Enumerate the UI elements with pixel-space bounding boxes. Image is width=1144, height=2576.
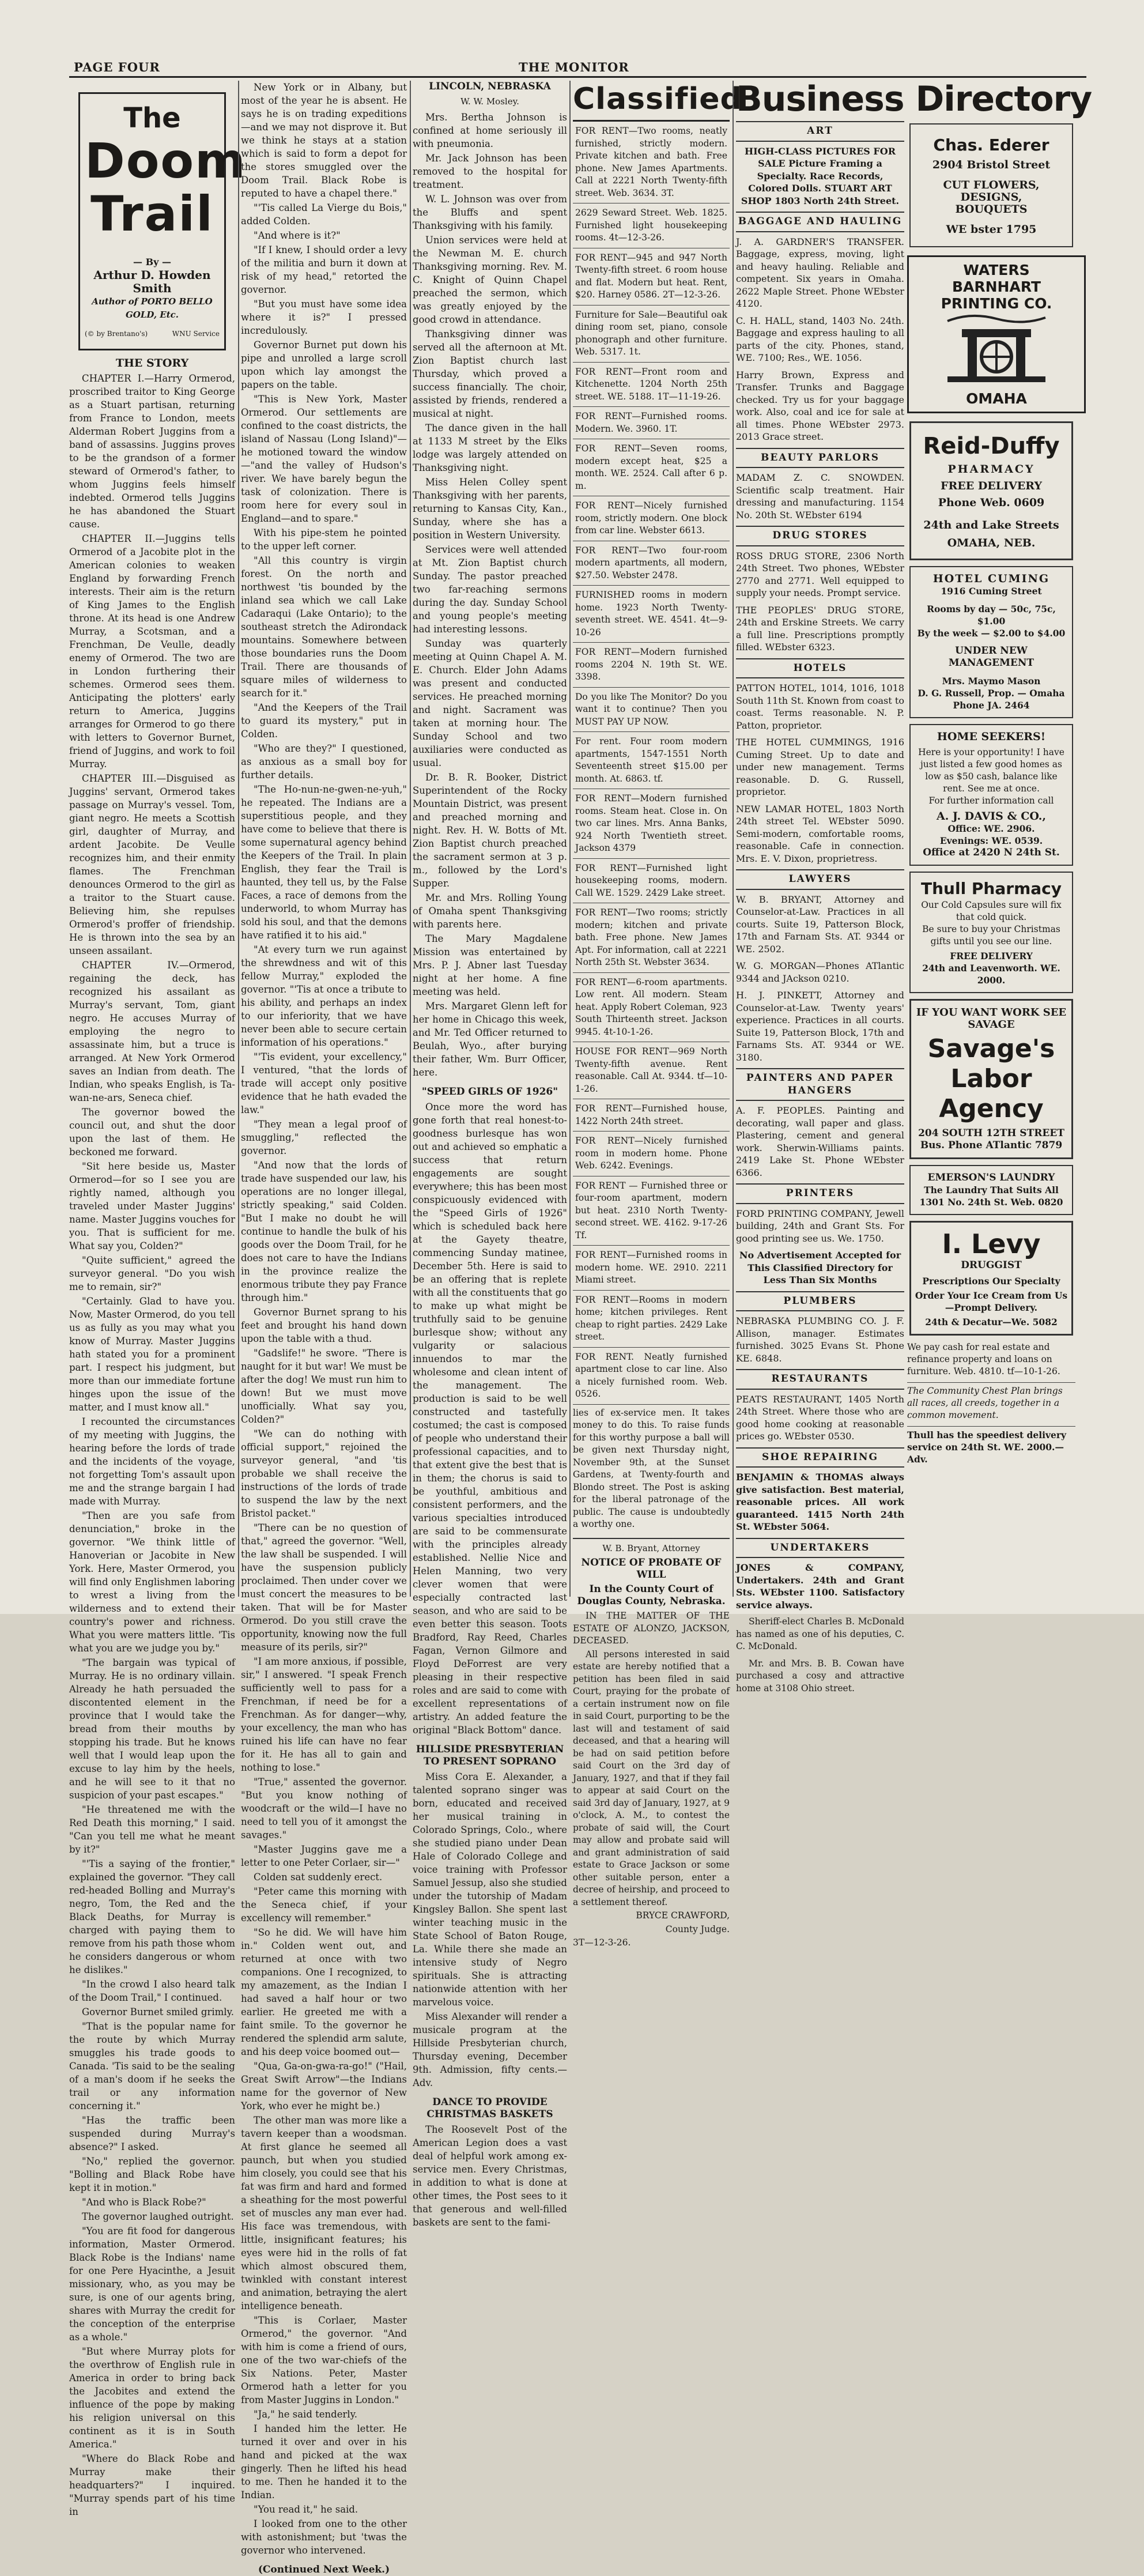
classified-ad: HOUSE FOR RENT—969 North Twenty-fifth avenue. Rent reasonable. Call At. 9344. tf—10-1-26. — [573, 1042, 730, 1099]
title-the: The — [123, 102, 181, 134]
story-paragraph: "Qua, Ga-on-gwa-ra-go!" ("Hail, Great Swift Arrow"—the Indians name for the governor of New York, who ever he might be.) — [241, 2061, 407, 2111]
directory-listing: C. H. HALL, stand, 1403 No. 24th. Baggage and express hauling to all parts of the city. Phones, stand, WE. 7100; Res., WE. 1056. — [736, 315, 904, 363]
title-doom: Doom — [85, 133, 247, 189]
story-paragraph: "Certainly. Glad to have you. Now, Master Ormerod, do you tell us as fully as you may what you know of Murray. Master Juggins hath stated you for a prominent part. I respect his judgment, but more than our immediate fortune hinges upon the issue of the matter, and I must know all." — [69, 1296, 235, 1413]
story-paragraph: "You read it," he said. — [254, 2504, 358, 2515]
notice-paragraph: All persons interested in said estate are hereby notified that a petition has been filed in said Court, praying for the probate of a certain instrument now on file in said Court, purporting to be the last will and testament of said deceased, and that a hearing will be had on said petition before said Court on the 3rd day of January, 1927, and that if they fail to appear at said Court on the said 3rd day of January, 1927, at 9 o'clock, A. M., to contest the probate of said will, the Court may allow and probate said will and grant administration of said estate to Grace Jackson or some other suitable person, enter a decree of heirship, and proceed to a settlement thereof. — [573, 1649, 730, 1907]
syndicate: WNU Service — [172, 330, 220, 338]
thull-name: Thull Pharmacy — [921, 879, 1062, 898]
story-paragraph: CHAPTER I.—Harry Ormerod, proscribed traitor to King George as a Stuart partisan, returning from France to London, meets Alderman Robert Juggins from a band of assassins. Juggins proves to be the grandson of a former steward of Ormerod's father, to whom Juggins feels himself indebted. Ormerod tells Juggins he has abandoned the Stuart cause. — [69, 373, 235, 530]
lincoln-heading: LINCOLN, NEBRASKA — [429, 81, 551, 92]
dance-text — [413, 2123, 567, 2229]
story-paragraph: "In the crowd I also heard talk of the Doom Trail," I continued. — [69, 1979, 235, 2003]
story-heading: THE STORY — [115, 357, 189, 369]
classified-ad: FOR RENT—Furnished rooms in modern home. WE. 2910. 2211 Miami street. — [573, 1246, 730, 1291]
news-paragraph: Services were well attended at Mt. Zion Baptist church Sunday. The pastor preached two far-reaching sermons during the day. Sunday School and young people's meeting had interesting lessons. — [413, 544, 567, 635]
story-paragraph: "Where do Black Robe and Murray make their headquarters?" I inquired. "Murray spends part of his time in — [69, 2453, 235, 2517]
classified-ad: FOR RENT—Nicely furnished room, strictly modern. One block from car line. Webster 6613. — [573, 496, 730, 541]
story-paragraph: CHAPTER II.—Juggins tells Ormerod of a Jacobite plot in the American colonies to weaken England by forwarding French interests. Their aim is the return of King James to the English throne. At its head is one Andrew Murray, a Scotsman, and a Frenchman, De Veulle, deadly enemy of Ormerod. The two are in London furthering their schemes. Ormerod sees them. Anticipating the plotters' early return to America, Juggins arranges for Ormerod to go there with letters to Governor Burnet, friend of Juggins, and work to foil Murray. — [69, 533, 235, 770]
story-paragraph: "Sit here beside us, Master Ormerod—for so I see you are rightly named, although you traveled under Master Juggins' name. Master Juggins vouches for you. That is sufficient for me. What say you, Colden?" — [69, 1161, 235, 1251]
classified-ad: FOR RENT—Seven rooms, modern except heat, $25 a month. WE. 2524. Call after 6 p. m. — [573, 439, 730, 496]
listing-lawyers — [736, 893, 904, 1064]
reid-city: OMAHA, NEB. — [947, 537, 1036, 549]
classified-ad: FOR RENT — Furnished three or four-room apartment, modern but heat. 2310 North Twenty-second street. WE. 4162. 9-17-26 Tf. — [573, 1176, 730, 1246]
dance-text-continued: lies of ex-service men. It takes money to do this. To raise funds for this worthy purpose a ball will be given next Thursday night, November 9th, at the Sunset Gardens, at Twenty-fourth and Blondo street. The Post is asking for the liberal patronage of the public. The cause is undoubtedly a worthy one. — [573, 1407, 730, 1529]
levy-name: I. Levy — [942, 1228, 1041, 1259]
news-paragraph: Mr. Jack Johnson has been removed to the hospital for treatment. — [413, 153, 567, 190]
cuming-rate: Rooms by day — 50c, 75c, $1.00 — [927, 604, 1056, 627]
story-paragraph: "All this country is virgin forest. On the north and northwest 'tis bounded by the inland sea which we call Lake Cadaraqui (Lake Ontario); to the southeast stretch the Adirondack mountains. Somewhere between those boundaries runs the Doom Trail. There are thousands of square miles of wilderness to search for it." — [241, 555, 407, 699]
cuming-line: Mrs. Maymo Mason — [942, 676, 1041, 687]
directory-listing: THE PEOPLES' DRUG STORE, 24th and Erskine Streets. We carry a full line. Prescriptions promptly filled. WEbster 6323. — [736, 604, 904, 653]
savage-heading: IF YOU WANT WORK SEE SAVAGE — [916, 1006, 1067, 1031]
notice-date: 3T—12-3-26. — [573, 1937, 631, 1948]
story-paragraph: CHAPTER III.—Disguised as Juggins' servant, Ormerod takes passage on Murray's vessel. Tom, giant negro. He meets a Scottish girl, daughter of Murray, and ardent Jacobite. De Veulle recognizes him, and their enmity flames. The Frenchman denounces Ormerod to the girl as a traitor to the Stuart cause. Believing him, she repulses Ormerod's proffer of friendship. He is thrown into the sea by an unseen assailant. — [69, 773, 235, 956]
section-hotels: HOTELS — [736, 658, 904, 679]
thull-delivery-note: Thull has the speediest delivery service on 24th St. WE. 2000.—Adv. — [907, 1426, 1075, 1465]
ederer-line: BOUQUETS — [955, 203, 1028, 216]
home-company: A. J. DAVIS & CO., — [936, 810, 1047, 823]
savage-name: Savage's — [927, 1034, 1055, 1063]
no-advertisement-notice: No Advertisement Accepted for This Classified Directory for Less Than Six Months — [739, 1250, 901, 1285]
cuming-name: HOTEL CUMING — [932, 572, 1050, 585]
news-paragraph: The Roosevelt Post of the American Legion does a vast deal of helpful work among ex-service men. Every Christmas, in addition to what is done at other times, the Post sees to it that generous and well-filled baskets are sent to the fami- — [413, 2124, 567, 2228]
home-heading: HOME SEEKERS! — [937, 730, 1046, 743]
story-paragraph: "There can be no question of that," agreed the governor. "Well, the law shall be suspended. I will have the suspension publicly proclaimed. Then under cover we must concert the measures to be taken. That will be for Master Ormerod. Do you still crave the opportunity, knowing now the full measure of its perils, sir?" — [241, 1522, 407, 1653]
directory-listing: Harry Brown, Express and Transfer. Trunks and Baggage checked. Try us for your baggage work. Also, coal and ice for sale at all times. Phone WEbster 2973. 2013 Grace street. — [736, 369, 904, 442]
story-paragraph: "That is the popular name for the route by which Murray smuggles his trade goods to Canada. 'Tis said to be the sealing of a man's doom if he seeks the trail or any information concerning it." — [69, 2021, 235, 2111]
news-paragraph: W. L. Johnson was over from the Bluffs and spent Thanksgiving with his family. — [413, 194, 567, 231]
column-doom-trail-cont — [241, 81, 407, 2575]
ederer-phone: WE bster 1795 — [946, 223, 1037, 236]
sheriff-note: Sheriff-elect Charles B. McDonald has named as one of his deputies, C. C. McDonald. — [736, 1616, 904, 1651]
news-paragraph: Miss Alexander will render a musicale program at the Hillside Presbyterian church, Thursday evening, December 9th. Admission, fifty cents.—Adv. — [413, 2011, 567, 2088]
classified-ad: Do you like The Monitor? Do you want it to continue? Then you MUST PAY UP NOW. — [573, 688, 730, 733]
thull-line: FREE DELIVERY — [950, 951, 1033, 961]
savage-name: Agency — [939, 1094, 1044, 1123]
listing-printers: FORD PRINTING COMPANY, Jewell building, 24th and Grant Sts. For good printing see us. We. 1750. — [736, 1208, 904, 1244]
story-paragraph: "Has the traffic been suspended during Murray's absence?" I asked. — [69, 2115, 235, 2152]
classified-ad: FOR RENT—945 and 947 North Twenty-fifth street. 6 room house and flat. Modern but heat. Rent, $20. Harney 0586. 2T—12-3-26. — [573, 248, 730, 306]
section-shoe: SHOE REPAIRING — [736, 1447, 904, 1468]
news-paragraph: Thanksgiving dinner was served all the afternoon at Mt. Zion Baptist church last Thursday, which proved a success financially. The choir, assisted by friends, rendered a musical at night. — [413, 329, 567, 419]
home-address: Office at 2420 N 24th St. — [923, 847, 1060, 858]
classified-ad: FURNISHED rooms in modern home. 1923 North Twenty-seventh street. WE. 4541. 4t—9-10-26 — [573, 586, 730, 643]
directory-listing: J. A. GARDNER'S TRANSFER. Baggage, express, moving, light and heavy hauling. Reliable and competent. Six years in Omaha. 2622 Maple Street. Phone WEbster 4120. — [736, 236, 904, 309]
logo-city: OMAHA — [966, 390, 1027, 407]
ad-reid-duffy — [909, 421, 1073, 560]
story-paragraph: "'Tis evident, your excellency," I ventured, "that the lords of trade will accept only positive evidence that he hath evaded the law." — [241, 1051, 407, 1115]
column-classified — [573, 81, 742, 1948]
column-rule — [238, 81, 239, 1597]
story-paragraph: "But where Murray plots for the overthrow of English rule in America in order to bring back the Jacobites and extend the influence of the pope by making his religion universal on this continent as it is in South America." — [69, 2346, 235, 2450]
cuming-rate: By the week — $2.00 to $4.00 — [917, 628, 1066, 639]
listing-restaurants: PEATS RESTAURANT, 1405 North 24th Street. Where those who are good home cooking at reasonable prices go. WEbster 0530. — [736, 1393, 904, 1442]
ad-emerson-laundry — [909, 1165, 1073, 1215]
story-paragraph: "If I knew, I should order a levy of the militia and burn it down at risk of my head," retorted the governor. — [241, 244, 407, 295]
classified-ad: FOR RENT—Front room and Kitchenette. 1204 North 25th street. WE. 5188. 1T—11-19-26. — [573, 363, 730, 408]
reid-phone: Phone Web. 0609 — [938, 496, 1045, 509]
story-paragraph: "'Tis called La Vierge du Bois," added Colden. — [241, 202, 407, 227]
news-paragraph: Union services were held at the Newman M. E. church Thanksgiving morning. Rev. M. C. Knight of Quinn Chapel preached the sermon, which was greatly enjoyed by the good crowd in attendance. — [413, 235, 567, 325]
news-paragraph: Mrs. Margaret Glenn left for her home in Chicago this week, and Mr. Ted Officer returned to Beulah, Wyo., after burying their father, Wm. Burr Officer, here. — [413, 1001, 567, 1078]
classified-ad: FOR RENT. Neatly furnished apartment close to car line. Also a nicely furnished room. Web. 0526. — [573, 1348, 730, 1405]
classified-ad: FOR RENT—Nicely furnished room in modern home. Phone Web. 6242. Evenings. — [573, 1132, 730, 1176]
listing-beauty: MADAM Z. C. SNOWDEN. Scientific scalp treatment. Hair dressing and manufacturing. 1154 No. 20th St. WEbster 6194 — [736, 472, 904, 521]
ederer-name: Chas. Ederer — [933, 135, 1049, 154]
story-paragraph: "Quite sufficient," agreed the surveyor general. "Do you wish me to remain, sir?" — [69, 1255, 235, 1292]
classified-ad: FOR RENT—Two rooms, neatly furnished, strictly modern. Private kitchen and bath. Free phone. New James Apartments. Call at 2221 North Twenty-fifth street. Web. 3634. 3T. — [573, 122, 730, 203]
section-drug: DRUG STORES — [736, 526, 904, 546]
classified-ad: FOR RENT—6-room apartments. Low rent. All modern. Steam heat. Apply Robert Coleman, 923 South Thirteenth street. Jackson 9945. 4t-10-1-26. — [573, 973, 730, 1043]
emerson-address: 1301 No. 24th St. Web. 0820 — [919, 1197, 1063, 1208]
directory-listing: THE HOTEL CUMMINGS, 1916 Cuming Street. Up to date and under new management. Terms reasonable. D. G. Russell, proprietor. — [736, 737, 904, 797]
logo-line: WATERS — [963, 262, 1030, 278]
classified-ad: FOR RENT—Two rooms; strictly modern; kitchen and private bath. Free phone. New James Apt. For information, call at 2221 North 25th St. Webster 3634. — [573, 903, 730, 973]
cuming-phone: Phone JA. 2464 — [953, 700, 1030, 711]
column-display-ads — [907, 81, 1075, 1596]
section-plumbers: PLUMBERS — [736, 1291, 904, 1312]
levy-line: Order Your Ice Cream from Us—Prompt Delivery. — [915, 1290, 1068, 1313]
news-paragraph: The Mary Magdalene Mission was entertained by Mrs. P. J. Abner last Tuesday night at her home. A fine meeting was held. — [413, 933, 567, 997]
story-paragraph: Governor Burnet put down his pipe and unrolled a large scroll upon which lay amongst the papers on the table. — [241, 340, 407, 390]
story-paragraph: "This is Corlaer, Master Ormerod," the governor. "And with him is come a friend of ours, one of the two war-chiefs of the Six Nations. Peter, Master Ormerod hath a letter for you from Master Juggins in London." — [241, 2315, 407, 2405]
notice-title: County Judge. — [665, 1923, 730, 1934]
listing-art: HIGH-CLASS PICTURES FOR SALE Picture Framing a Specialty. Race Records, Colored Dolls. STUART ART SHOP 1803 North 24th Street. — [741, 145, 900, 206]
reid-name: Reid-Duffy — [923, 433, 1060, 459]
classified-ads — [573, 122, 730, 1405]
story-paragraph: "Ja," he said tenderly. — [254, 2409, 358, 2420]
column-news — [413, 81, 567, 2228]
page-number: PAGE FOUR — [74, 60, 160, 74]
classified-ad: FOR RENT—Two four-room modern apartments, all modern, $27.50. Webster 2478. — [573, 541, 730, 586]
listing-painters: A. F. PEOPLES. Painting and decorating, wall paper and glass. Plastering, cement and general work. Sherwin-Williams paints. 2419 Lake St. Phone WEbster 6366. — [736, 1105, 904, 1178]
news-paragraph: Miss Cora E. Alexander, a talented soprano singer was born, educated and received her musical training in Colorado Springs, Colo., where she studied piano under Dean Hale of Colorado College and voice training with Professor Samuel Jessup, also she studied under the tutorship of Madam Kingsley Ballon. She spent last winter teaching music in the State School of Baton Rouge, La. While there she made an intensive study of Negro spirituals. She is attracting nationwide attention with her marvelous voice. — [413, 1771, 567, 2008]
classified-ad: FOR RENT—Furnished light housekeeping rooms, modern. Call WE. 1529. 2429 Lake street. — [573, 859, 730, 904]
classified-ad: FOR RENT—Modern furnished rooms 2204 N. 19th St. WE. 3398. — [573, 643, 730, 688]
classified-ad: Furniture for Sale—Beautiful oak dining room set, piano, console phonograph and other furniture. Web. 5317. 1t. — [573, 306, 730, 363]
story-paragraph: "Then are you safe from denunciation," broke in the governor. "We think little of Hanoverian or Jacobite in New York. Here, Master Ormerod, you will find only Englishmen laboring to wrest a living from the wilderness and to extend their country's power and richness. What you were matters little. 'Tis what you are we judge you by." — [69, 1510, 235, 1654]
directory-listing: H. J. PINKETT, Attorney and Counselor-at-Law. Twenty years' experience. Practices in all courts. Suite 19, Patterson Block, 17th and Farnams Sts. AT. 9344 or WE. 3180. — [736, 990, 904, 1063]
section-restaurants: RESTAURANTS — [736, 1369, 904, 1390]
section-printers: PRINTERS — [736, 1183, 904, 1204]
story-paragraph: "He threatened me with the Red Death this morning," I said. "Can you tell me what he meant by it?" — [69, 1804, 235, 1855]
classified-ad: 2629 Seward Street. Web. 1825. Furnished light housekeeping rooms. 4t—12-3-26. — [573, 203, 730, 248]
levy-line: DRUGGIST — [961, 1259, 1022, 1271]
savage-phone: Bus. Phone ATlantic 7879 — [920, 1140, 1063, 1151]
section-art: ART — [736, 121, 904, 142]
story-paragraph: "Gadslife!" he swore. "There is naught for it but war! We must be after the dog! We must run him to down! But we must move unofficially. What say you, Colden?" — [241, 1348, 407, 1425]
column-rule — [733, 81, 734, 1597]
doom-trail-story-cont-text — [241, 81, 407, 2557]
story-paragraph: "You are fit food for dangerous information, Master Ormerod. Black Robe is the Indians' name for one Pere Hyacinthe, a Jesuit missionary, who, as you may be sure, is one of our agents bring, shares with Murray the credit for the conception of the enterprise as a whole." — [69, 2226, 235, 2343]
doom-trail-title-box — [78, 92, 247, 350]
doom-trail-story-text — [69, 372, 235, 2518]
story-paragraph: The governor laughed outright. — [82, 2211, 234, 2222]
ad-savage-labor — [909, 999, 1073, 1159]
section-lawyers: LAWYERS — [736, 869, 904, 890]
story-paragraph: "They mean a legal proof of smuggling," reflected the governor. — [241, 1119, 407, 1156]
reid-address: 24th and Lake Streets — [923, 519, 1059, 531]
ederer-line: CUT FLOWERS, — [943, 179, 1040, 191]
home-phone: Office: WE. 2906. — [947, 823, 1035, 834]
story-paragraph: "The Ho-nun-ne-gwen-ne-yuh," he repeated. The Indians are a superstitious people, and they have come to believe that there is some supernatural agency behind the Keepers of the Trail. In plain English, they fear the Trail is haunted, they tell us, by the False Faces, a race of demons from the underworld, to whom Murray has sold his soul, and that the demons have ratified it to his aid." — [241, 784, 407, 941]
masthead: THE MONITOR — [519, 60, 629, 74]
classified-title: Classified — [573, 81, 730, 122]
ederer-line: DESIGNS, — [960, 191, 1022, 203]
story-paragraph: Colden sat suddenly erect. — [254, 1872, 383, 1883]
hillside-text — [413, 1770, 567, 2090]
speed-girls-text — [413, 1100, 567, 1737]
cash-note: We pay cash for real estate and refinance property and loans on furniture. Web. 4810. tf—10-1-26. — [907, 1342, 1060, 1376]
lincoln-news-text — [413, 111, 567, 1079]
news-paragraph: Sunday was quarterly meeting at Quinn Chapel A. M. E. Church. Elder John Adams was present and conducted services. He preached morning and night. Sacrament was taken at morning hour. The Sunday School and two auxiliaries were conducted as usual. — [413, 638, 567, 768]
ad-home-seekers — [909, 724, 1073, 866]
news-paragraph: Once more the word has gone forth that real honest-to-goodness burlesque has won out and achieved so emphatic a success that return engagements are sought everywhere; this has been most conspicuously evidenced with the "Speed Girls of 1926" which is scheduled back here at the Gayety theatre, commencing Sunday matinee, December 5th. Here is said to be an offering that is replete with all the constituents that go to make up what might be truthfully said to be genuine burlesque show; without any vulgarity or salacious innuendos to mar the wholesome and clean intent of the management. The production is said to be well constructed and tastefully costumed; the cast is composed of people who understand their professional capacities, and to that extent give the best that is in them; the chorus is said to be youthful, ambitious and consistent performers, and the various specialties introduced are said to be commensurate with the principles already established. Nellie Nice and Helen Manning, two very clever women that were especially contracted last season, and who are said to be even better this season. Toots Bradford, Ray Reed, Charles Fagan, Vernon Gilmore and Floyd DeForrest are very pleasing in their respective roles and are said to come with excellent representations of artistry. An added feature the original "Black Bottom" dance. — [413, 1102, 567, 1736]
home-text: For further information call — [928, 795, 1054, 806]
story-paragraph: The other man was more like a tavern keeper than a woodsman. At first glance he seemed all paunch, but when you studied him closely, you could see that his fat was firm and hard and formed a sheathing for the most powerful set of muscles any man ever had. His face was tremendous, with little, insignificant features; his eyes were hid in the rolls of fat which almost obscured them, twinkled with constant interest and animation, betraying the alert intelligence beneath. — [241, 2115, 407, 2311]
news-paragraph: Dr. B. R. Booker, District Superintendent of the Rocky Mountain District, was present and preached morning and night. Rev. H. W. Botts of Mt. Zion Baptist church preached the sacrament sermon at 3 p. m., followed by the Lord's Supper. — [413, 772, 567, 889]
cuming-address: 1916 Cuming Street — [941, 586, 1042, 597]
hillside-heading: HILLSIDE PRESBYTERIAN TO PRESENT SOPRANO — [416, 1744, 564, 1767]
author-credit: Author of PORTO BELLO GOLD, Etc. — [92, 296, 213, 320]
cowan-note: Mr. and Mrs. B. B. Cowan have purchased a cosy and attractive home at 3108 Ohio street. — [736, 1658, 904, 1694]
section-baggage: BAGGAGE AND HAULING — [736, 212, 904, 232]
thull-address: 24th and Leavenworth. WE. 2000. — [922, 963, 1060, 986]
title-trail: Trail — [90, 186, 214, 242]
community-chest-note: The Community Chest Plan brings all races, all creeds, together in a common movement. — [907, 1382, 1075, 1421]
story-paragraph: "No," replied the governor. "Bolling and Black Robe have kept it in motion." — [69, 2156, 235, 2193]
emerson-slogan: The Laundry That Suits All — [924, 1185, 1059, 1195]
story-paragraph: The governor bowed the council out, and shut the door upon the last of them. He beckoned me forward. — [69, 1107, 235, 1157]
listing-plumbers: NEBRASKA PLUMBING CO. J. F. Allison, manager. Estimates furnished. 3025 Evans St. Phone KE. 6848. — [736, 1315, 904, 1364]
speed-girls-heading: "SPEED GIRLS OF 1926" — [421, 1086, 558, 1097]
story-paragraph: CHAPTER IV.—Ormerod, regaining the deck, has recognized his assailant as Murray's servant, Tom, giant negro. He accuses Murray of employing the negro to assassinate him, but a truce is arranged. At New York Ormerod saves an Indian from death. The Indian, who speaks English, is Ta-wan-ne-ars, Seneca chief. — [69, 960, 235, 1103]
notice-attorney: W. B. Bryant, Attorney — [602, 1542, 700, 1553]
story-paragraph: "And who is Black Robe?" — [82, 2197, 206, 2208]
savage-name: Labor — [950, 1064, 1032, 1093]
lincoln-byline: W. W. Mosley. — [460, 96, 519, 107]
cuming-line: D. G. Russell, Prop. — Omaha — [918, 688, 1065, 699]
listing-baggage — [736, 236, 904, 443]
column-doom-trail — [69, 81, 247, 2517]
levy-address: 24th & Decatur—We. 5082 — [925, 1317, 1058, 1327]
story-paragraph: "True," assented the governor. "But you know nothing of woodcraft or the wild—I have no need to tell you of it amongst the savages." — [241, 1777, 407, 1840]
listing-undertakers: JONES & COMPANY, Undertakers. 24th and Grant Sts. WEbster 1100. Satisfactory service always. — [736, 1562, 904, 1611]
story-paragraph: Governor Burnet sprang to his feet and brought his hand down upon the table with a thud. — [241, 1307, 407, 1344]
section-beauty: BEAUTY PARLORS — [736, 448, 904, 469]
ad-thull-pharmacy — [909, 872, 1073, 993]
reid-line: PHARMACY — [947, 463, 1035, 476]
emerson-name: EMERSON'S LAUNDRY — [927, 1172, 1055, 1183]
directory-listing: NEW LAMAR HOTEL, 1803 North 24th street Tel. WEbster 5090. Semi-modern, comfortable rooms, reasonable. Cafe in connection. Mrs. E. V. Dixon, proprietress. — [736, 803, 904, 864]
news-paragraph: Mr. and Mrs. Rolling Young of Omaha spent Thanksgiving with parents here. — [413, 892, 567, 930]
byline: — By — — [133, 257, 171, 267]
directory-listing: ROSS DRUG STORE, 2306 North 24th Street. Two phones, WEbster 2770 and 2771. Well equipped to supply your needs. Prompt service. — [736, 550, 904, 598]
column-rule — [569, 81, 571, 1597]
classified-ad: FOR RENT—Furnished house, 1422 North 24th street. — [573, 1099, 730, 1132]
author-name: Arthur D. Howden Smith — [93, 268, 211, 295]
story-paragraph: "I am more anxious, if possible, sir," I answered. "I speak French sufficiently well to pass for a Frenchman, if need be for a Frenchman. As for danger—why, your excellency, the man who has ruined his life can have no fear for it. He has all to gain and nothing to lose." — [241, 1656, 407, 1773]
thull-text: Be sure to buy your Christmas gifts until you see our line. — [922, 924, 1060, 946]
story-paragraph: "And the Keepers of the Trail to guard its mystery," put in Colden. — [241, 702, 407, 740]
directory-listing: W. G. MORGAN—Phones ATlantic 9344 and JAckson 0210. — [736, 960, 904, 984]
directory-listing: W. B. BRYANT, Attorney and Counselor-at-Law. Practices in all courts. Suite 19, Patterson Block, 17th and Farnam Sts. AT. 9344 or WE. 2502. — [736, 893, 904, 955]
header-rule — [69, 76, 1086, 78]
story-paragraph: "Who are they?" I questioned, as anxious as a small boy for further details. — [241, 743, 407, 780]
story-paragraph: I recounted the circumstances of my meeting with Juggins, the hearing before the lords of trade and the incidents of the voyage, not forgetting Tom's assault upon me and the strange bargain I had made with Murray. — [69, 1416, 235, 1507]
news-paragraph: The dance given in the hall at 1133 M street by the Elks lodge was largely attended on Thanksgiving night. — [413, 423, 567, 473]
story-paragraph: "But you must have some idea where it is?" I pressed incredulously. — [241, 299, 407, 336]
continued-next-week: (Continued Next Week.) — [258, 2564, 390, 2575]
story-paragraph: "The bargain was typical of Murray. He is no ordinary villain. Already he hath persuaded the discontented element in the province that I would take the bread from their mouths by stopping his trade. But he knows well that I would leap upon the excuse to lay him by the heels, and he will see to it that no suspicion of your past escapes." — [69, 1657, 235, 1801]
ad-ederer — [909, 123, 1073, 247]
listing-hotels — [736, 682, 904, 865]
cuming-line: UNDER NEW MANAGEMENT — [948, 645, 1034, 669]
story-paragraph: Governor Burnet smiled grimly. — [82, 2007, 234, 2017]
notice-heading: NOTICE OF PROBATE OF WILL — [581, 1557, 722, 1581]
home-text: Here is your opportunity! I have just listed a few good homes as low as $50 cash, balance like rent. See me at once. — [918, 747, 1064, 794]
story-paragraph: "So he did. We will have him in." Colden went out, and returned at once with two companions. One I recognized, to my amazement, as the Indian I had saved a half hour or two earlier. He greeted me with a faint smile. To the governor he rendered the splendid arm salute, and his deep voice boomed out— — [241, 1927, 407, 2057]
directory-listing: PATTON HOTEL, 1014, 1016, 1018 South 11th St. Known from coast to coast. Terms reasonable. N. P. Patton, proprietor. — [736, 682, 904, 731]
classified-ad: FOR RENT—Furnished rooms. Modern. We. 3960. 1T. — [573, 407, 730, 439]
story-paragraph: I looked from one to the other with astonishment; but 'twas the governor who intervened. — [241, 2518, 407, 2556]
story-paragraph: With his pipe-stem he pointed to the upper left corner. — [241, 527, 407, 552]
story-paragraph: "This is New York, Master Ormerod. Our settlements are confined to the coast districts, the island of Nassau (Long Island)"—he motioned toward the window—"and the valley of Hudson's river. We have barely begun the task of colonization. There is room here for every soul in England—and to spare." — [241, 394, 407, 524]
reid-line: FREE DELIVERY — [940, 480, 1043, 492]
logo-line: BARNHART — [952, 278, 1041, 295]
printing-press-icon — [936, 312, 1057, 387]
dance-heading: DANCE TO PROVIDE CHRISTMAS BASKETS — [426, 2096, 553, 2120]
classified-ad: FOR RENT—Modern furnished rooms. Steam heat. Close in. On two car lines. Mrs. Anna Banks, 924 North Twentieth street. Jackson 4379 — [573, 789, 730, 859]
story-paragraph: I handed him the letter. He turned it over and over in his hand and picked at the wax gingerly. Then he lifted his head to me. Then he handed it to the Indian. — [241, 2423, 407, 2500]
ad-hotel-cuming — [909, 566, 1073, 718]
logo-line: PRINTING CO. — [941, 295, 1052, 312]
notice-text — [573, 1610, 730, 1909]
listing-shoe: BENJAMIN & THOMAS always give satisfaction. Best material, reasonable prices. All work guaranteed. 1415 North 24th St. WEbster 5064. — [736, 1472, 904, 1532]
section-undertakers: UNDERTAKERS — [736, 1538, 904, 1559]
savage-address: 204 SOUTH 12TH STREET — [918, 1127, 1064, 1139]
story-paragraph: "And now that the lords of trade have suspended our law, his operations are no longer illegal, strictly speaking," said Colden. "But I make no doubt he will continue to handle the bulk of his goods over the Doom Trail, for he does not care to have the Indians in the province realize the enormous tribute they pay France through him." — [241, 1160, 407, 1303]
directory-title: Business Directory — [736, 79, 1092, 119]
classified-ad: For rent. Four room modern apartments, 1547-1551 North Seventeenth street $15.00 per month. At. 6863. tf. — [573, 732, 730, 789]
levy-line: Prescriptions Our Specialty — [922, 1276, 1060, 1287]
news-paragraph: Miss Helen Colley spent Thanksgiving with her parents, returning to Kansas City, Kan., Sunday, where she has a position in Western University. — [413, 477, 567, 541]
story-paragraph: "Master Juggins gave me a letter to one Peter Corlaer, sir—" — [241, 1844, 407, 1868]
story-paragraph: "'Tis a saying of the frontier," explained the governor. "They call red-headed Bolling and Murray's negro, Tom, the Red and the Black Deaths, for Murray is charged with paying them to remove from his path those whom he considers dangerous or whom he dislikes." — [69, 1858, 235, 1975]
ad-waters-barnhart — [907, 255, 1086, 413]
copyright: (© by Brentano's) — [85, 330, 148, 338]
classified-ad: FOR RENT—Rooms in modern home; kitchen privileges. Rent cheap to right parties. 2429 Lake street. — [573, 1291, 730, 1348]
story-paragraph: New York or in Albany, but most of the year he is absent. He says he is on trading expeditions—and we may not disprove it. But we think he stays at a station which is said to form a depot for the stores smuggled over the Doom Trail. Black Robe is reputed to have a chapel there." — [241, 82, 407, 199]
column-rule — [410, 81, 411, 1597]
section-painters: PAINTERS AND PAPER HANGERS — [736, 1068, 904, 1101]
story-paragraph: "At every turn we run against the shrewdness and wit of this fellow Murray," exploded the governor. "'Tis at once a tribute to his ability, and perhaps an index to our inferiority, that we have never been able to secure certain information of his operations." — [241, 944, 407, 1048]
thull-text: Our Cold Capsules sure will fix that cold quick. — [921, 900, 1062, 922]
story-paragraph: "And where is it?" — [254, 230, 341, 241]
notice-paragraph: IN THE MATTER OF THE ESTATE OF ALONZO, JACKSON, DECEASED. — [573, 1611, 730, 1646]
ad-levy-druggist — [909, 1221, 1073, 1336]
notice-signature: BRYCE CRAWFORD, — [636, 1910, 730, 1921]
home-phone: Evenings: WE. 0539. — [939, 835, 1043, 846]
ederer-address: 2904 Bristol Street — [932, 159, 1051, 171]
notice-court: In the County Court of Douglas County, Nebraska. — [577, 1583, 726, 1607]
listing-drug — [736, 550, 904, 654]
story-paragraph: "Peter came this morning with the Seneca chief, if your excellency will remember." — [241, 1886, 407, 1923]
story-paragraph: "We can do nothing with official support," rejoined the surveyor general, "and 'tis probable we shall receive the instructions of the lords of trade to suspend the law by the next Bristol packet." — [241, 1428, 407, 1519]
news-paragraph: Mrs. Bertha Johnson is confined at home seriously ill with pneumonia. — [413, 112, 567, 149]
